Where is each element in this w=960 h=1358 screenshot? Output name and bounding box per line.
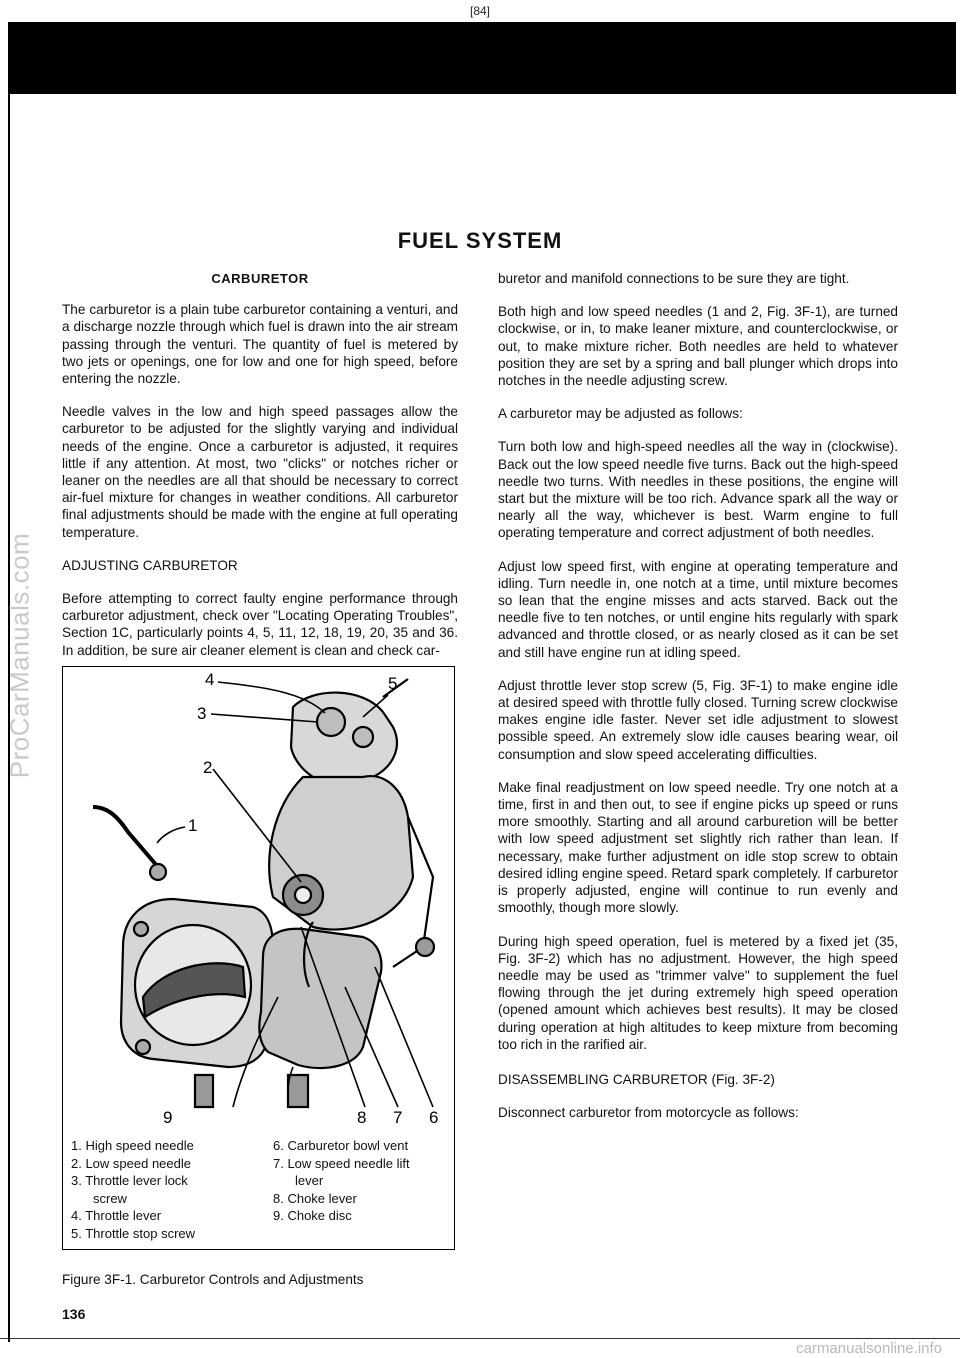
paragraph: Both high and low speed needles (1 and 2, Fig. 3F-1), are turned clockwise, or in, to make leaner mixture, and counterclockwise, or out, to make mixture richer. Both needles are held to whatever position they are set by a spring and ball plunger which drops into notches in the needle adjusting screw. [498,304,898,389]
paragraph: The carburetor is a plain tube carburetor containing a venturi, and a discharge nozzle through which fuel is drawn into the air stream passing through the venturi. The quantity of fuel is metered by two jets or openings, one for low and one for high speed, before entering the nozzle. [62,302,458,387]
right-column [498,270,898,1137]
legend-item: 9. Choke disc [273,1208,352,1223]
subheading-adjusting: ADJUSTING CARBURETOR [62,557,238,573]
callout-3: 3 [197,704,207,723]
figure-3f-1 [62,666,455,1250]
paragraph: buretor and manifold connections to be sure they are tight. [498,271,850,286]
section-heading-carburetor: CARBURETOR [211,271,309,286]
paragraph: A carburetor may be adjusted as follows: [498,406,743,422]
legend-left [71,1137,269,1242]
legend-item: 3. Throttle lever lock [71,1173,188,1188]
paragraph: Disconnect carburetor from motorcycle as follows: [498,1105,799,1121]
legend-item: 2. Low speed needle [71,1155,191,1171]
legend-item: 5. Throttle stop screw [71,1225,196,1241]
page-title: FUEL SYSTEM [397,228,563,253]
header-bar [8,22,956,94]
legend-item: screw [93,1190,127,1206]
side-watermark: ProCarManuals.com [4,532,35,779]
paragraph: Adjust low speed first, with engine at operating temperature and idling. Turn needle in, one notch at a time, until mixture becomes so lean that the engine misses and acts starved. Back out the needle five to ten notches, or until engine hits regularly with spark advanced and throttle closed, or as nearly closed as it can be set and still have engine run at idling speed. [498,558,898,660]
paragraph: Needle valves in the low and high speed passages allow the carburetor to be adjusted for the slightly varying and individual needs of the engine. Once a carburetor is adjusted, it requires little if any attention. At most, two "clicks" or notches richer or leaner on the needles are all that should be necessary to correct air-fuel mixture for changes in weather conditions. All carburetor final adjustments should be made with the engine at full operating temperature. [62,404,458,540]
paragraph: Before attempting to correct faulty engine performance through carburetor adjustment, check over "Locating Operating Troubles", Section 1C, particularly points 4, 5, 11, 12, 18, 19, 20, 35 and 36. In addition, be sure air cleaner element is clean and check car- [62,591,458,658]
legend-item: 7. Low speed needle lift [273,1155,410,1171]
callout-1: 1 [188,816,198,835]
callout-8: 8 [357,1108,367,1127]
bottom-rule [0,1338,960,1339]
legend-item: 8. Choke lever [273,1190,357,1206]
legend-item: 6. Carburetor bowl vent [273,1138,409,1153]
callout-9: 9 [163,1108,173,1127]
page-number: 136 [62,1306,86,1322]
paragraph: Adjust throttle lever stop screw (5, Fig. 3F-1) to make engine idle at desired speed with throttle fully closed. Turning screw clockwise makes engine idle faster. Never set idle adjustment to slowest possible speed. An extremely slow idle causes bearing wear, oil consumption and slow speed accelerating difficulties. [498,677,898,762]
paragraph: Turn both low and high-speed needles all the way in (clockwise). Back out the low speed needle five turns. Back out the high-speed needle two turns. With needles in these positions, the engine will start but the mixture will be too rich. Advance spark all the way or nearly all the way, whichever is best. Warm engine to full operating temperature and correct adjustment of both needles. [498,439,898,541]
callout-6: 6 [429,1108,439,1127]
callout-4: 4 [205,670,215,689]
footer-watermark: carmanualsonline.info [796,1340,942,1357]
legend-item: 1. High speed needle [71,1138,194,1153]
paragraph: Make final readjustment on low speed needle. Try one notch at a time, first in and then out, to see if engine picks up speed or runs more smoothly. Starting and all around carburetion will be better with low speed adjustment set slightly rich rather than lean. If necessary, make further adjustment on idle stop screw to obtain desired idling engine speed. Retard spark completely. If carburetor is properly adjusted, engine will continue to run evenly and smoothly, though more slowly. [498,779,898,916]
figure-caption: Figure 3F-1. Carburetor Controls and Adjustments [62,1272,364,1287]
carburetor-diagram [63,667,453,1135]
legend-item: 4. Throttle lever [71,1208,162,1223]
legend-right [273,1137,453,1225]
subheading-disassembling: DISASSEMBLING CARBURETOR (Fig. 3F-2) [498,1071,775,1087]
page-marker: [84] [469,4,490,18]
left-column [62,270,458,675]
callout-7: 7 [393,1108,403,1127]
callout-5: 5 [388,674,398,693]
legend-item: lever [295,1173,324,1188]
paragraph: During high speed operation, fuel is metered by a fixed jet (35, Fig. 3F-2) which has no adjustment. However, the high speed needle may be used as "trimmer valve" to supplement the fuel flowing through the jet during extremely high speed operation (opened amount which achieves best results). It may be closed during operation at high altitudes to keep mixture from becoming too rich in the rarified air. [498,933,898,1052]
callout-2: 2 [203,758,213,777]
